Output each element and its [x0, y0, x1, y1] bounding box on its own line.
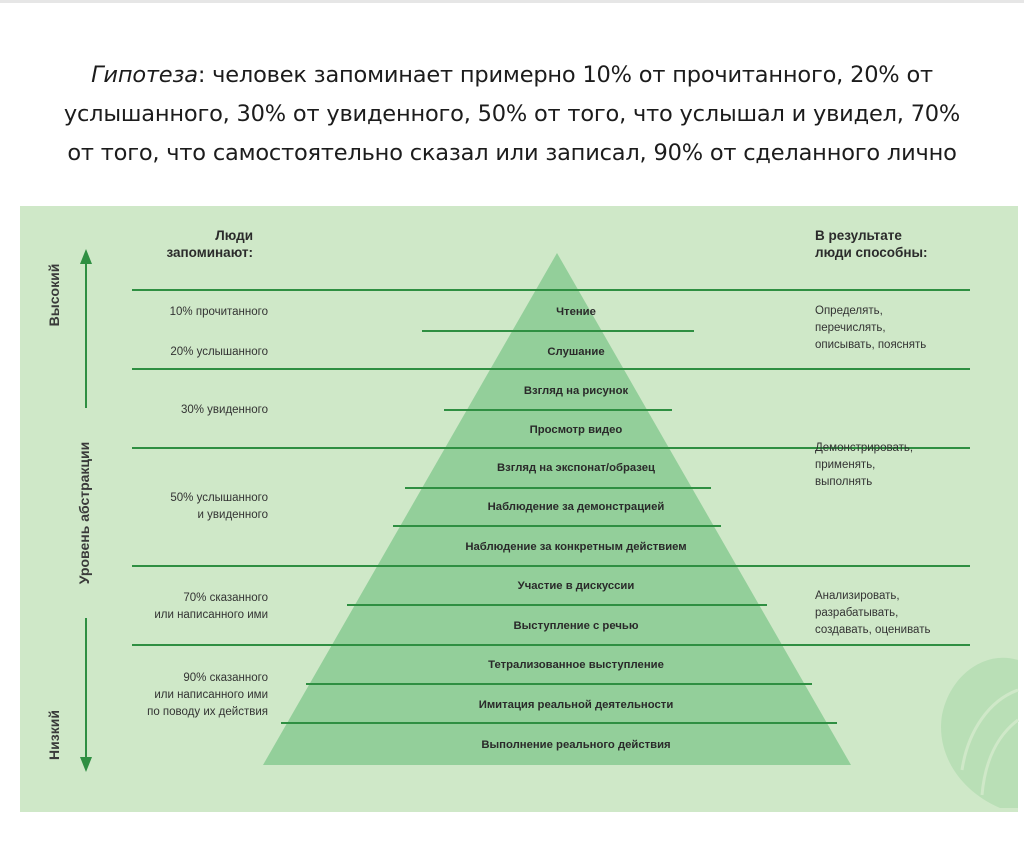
pyramid-level: Выполнение реального действия — [481, 739, 671, 751]
pyramid-level: Просмотр видео — [529, 424, 623, 436]
divider-line — [132, 368, 970, 370]
hypothesis-label: Гипотеза — [91, 62, 198, 88]
axis-label-abstraction: Уровень абстракции — [76, 441, 92, 585]
axis-label-low: Низкий — [46, 710, 62, 760]
pyramid-level-line — [444, 409, 672, 411]
right-label: Анализировать, разрабатывать, создавать, оценивать — [815, 590, 931, 636]
left-label: 90% сказанного или написанного ими по поводу их действия — [147, 672, 268, 718]
pyramid-level: Тетрализованное выступление — [488, 659, 664, 671]
left-header: Люди запоминают: — [166, 228, 253, 260]
left-label: 10% прочитанного — [169, 306, 268, 318]
left-label: 30% увиденного — [180, 404, 268, 416]
divider-line — [132, 565, 970, 567]
leaf-decoration — [941, 658, 1018, 808]
pyramid-level: Имитация реальной деятельности — [478, 699, 674, 711]
pyramid-level-line — [422, 330, 694, 332]
left-label: 50% услышанного и увиденного — [170, 492, 268, 521]
pyramid-level: Выступление с речью — [513, 620, 639, 632]
pyramid-level: Участие в дискуссии — [517, 580, 635, 592]
right-header: В результате люди способны: — [815, 228, 928, 260]
right-label: Определять, перечислять, описывать, пояснять — [815, 305, 927, 351]
pyramid-level-line — [347, 604, 767, 606]
pyramid-level: Наблюдение за конкретным действием — [465, 541, 687, 553]
divider-line — [132, 289, 970, 291]
divider-line — [132, 644, 970, 646]
pyramid-level-line — [306, 683, 812, 685]
pyramid-level-line — [281, 722, 837, 724]
pyramid-level: Наблюдение за демонстрацией — [487, 501, 665, 513]
pyramid-level: Взгляд на рисунок — [523, 385, 629, 397]
left-label: 70% сказанного или написанного ими — [154, 592, 268, 621]
left-label: 20% услышанного — [170, 346, 268, 358]
hypothesis-line-2: услышанного, 30% от увиденного, 50% от того, что услышал и увидел, 70% — [63, 101, 961, 127]
pyramid-level-line — [405, 487, 711, 489]
hypothesis-line-1: : человек запоминает примерно 10% от прочитанного, 20% от — [197, 62, 933, 88]
pyramid-level-line — [393, 525, 721, 527]
hypothesis-line-3: от того, что самостоятельно сказал или записал, 90% от сделанного лично — [67, 140, 957, 166]
pyramid-level: Чтение — [556, 306, 596, 318]
axis-label-high: Высокий — [46, 263, 62, 327]
right-label: Демонстрировать, применять, выполнять — [815, 442, 914, 488]
pyramid-level: Взгляд на экспонат/образец — [497, 462, 655, 474]
pyramid-level: Слушание — [547, 346, 605, 358]
